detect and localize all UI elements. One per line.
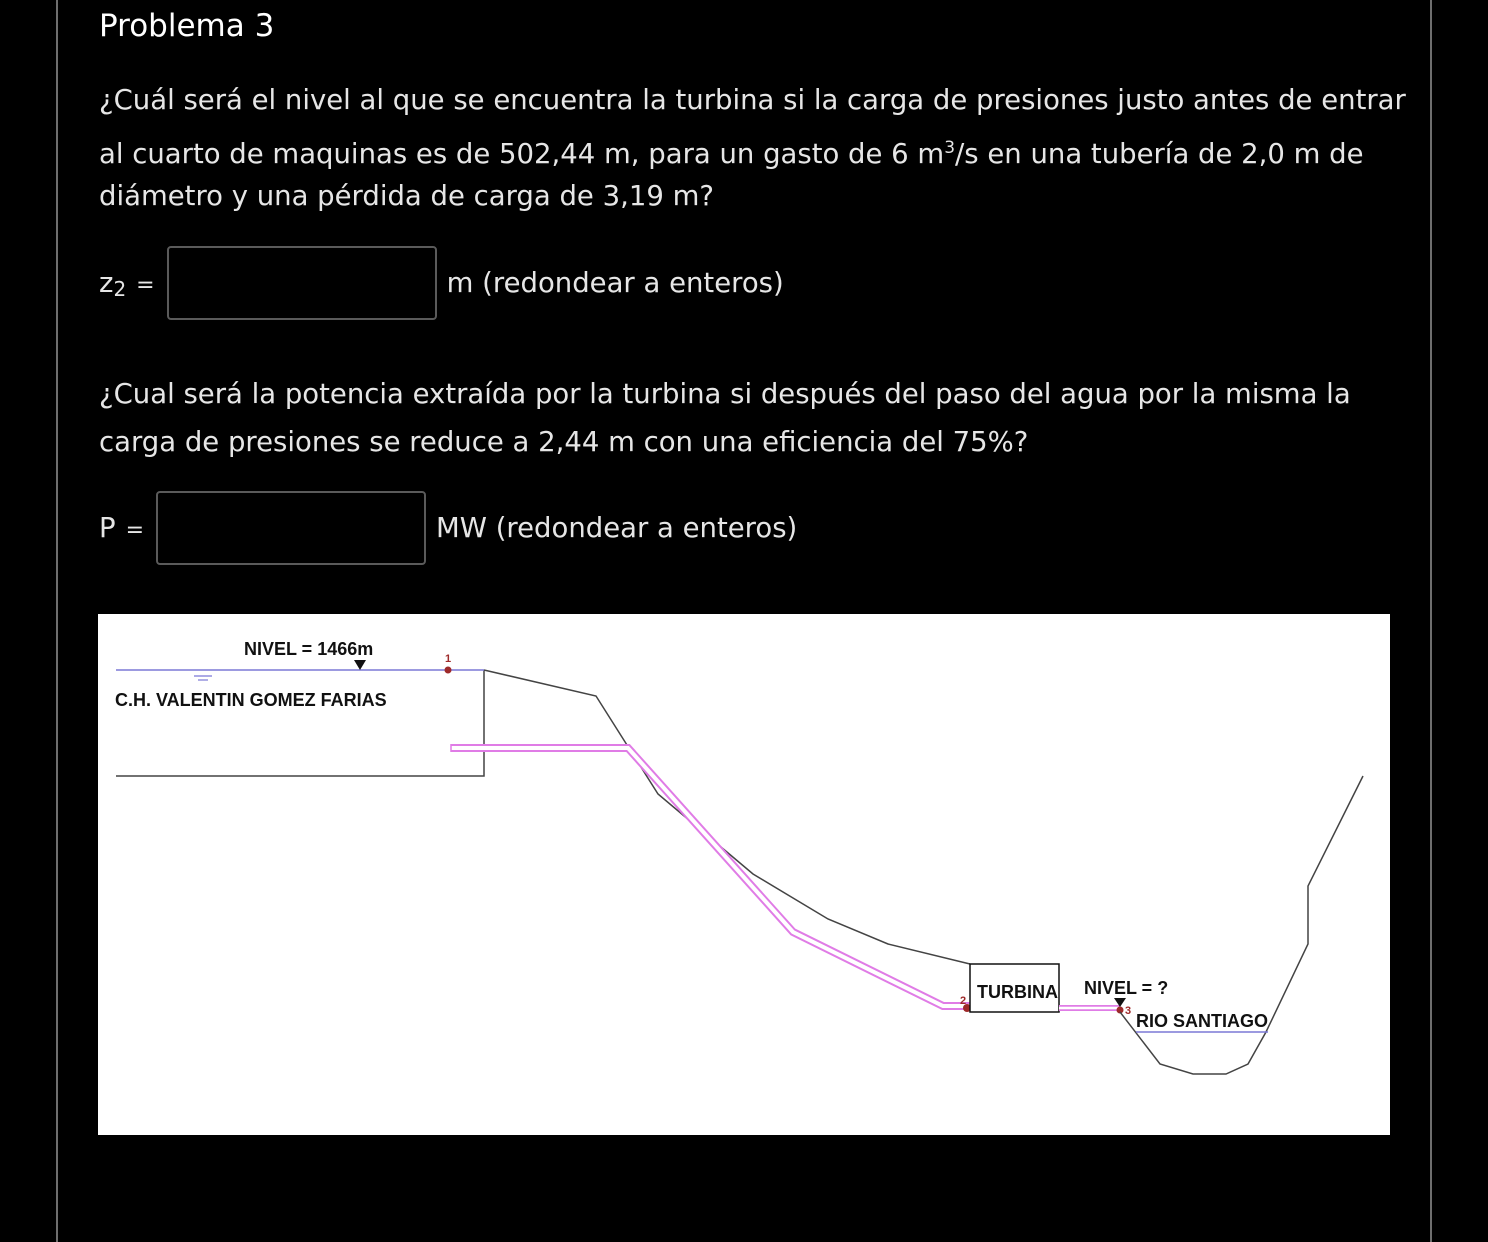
left-frame-border xyxy=(56,0,58,1242)
variable-z2-symbol: z xyxy=(99,267,114,299)
point-2-label: 2 xyxy=(960,995,967,1007)
question-1-line-1: ¿Cuál será el nivel al que se encuentra la turbina si la carga de presiones justo antes de entrar xyxy=(99,84,1406,116)
outlet-level-label: NIVEL = ? xyxy=(1084,978,1169,998)
reservoir-level-marker xyxy=(354,660,366,670)
power-unit-label: MW (redondear a enteros) xyxy=(436,512,798,544)
equals-sign: = xyxy=(125,518,145,543)
penstock-outer xyxy=(451,748,970,1006)
diagram-svg xyxy=(98,614,1390,1135)
point-1-label: 1 xyxy=(445,653,452,665)
problem-title: Problema 3 xyxy=(99,8,275,44)
question-1-line-2-end: /s en una tubería de 2,0 m de xyxy=(955,138,1364,171)
penstock-inner xyxy=(451,748,970,1006)
dam-wall xyxy=(116,670,484,776)
hydro-plant-diagram xyxy=(98,614,1390,1135)
question-2-line-2: carga de presiones se reduce a 2,44 m con una eficiencia del 75%? xyxy=(99,426,1029,458)
turbine-label: TURBINA xyxy=(977,982,1058,1002)
point-1-marker xyxy=(445,667,452,674)
variable-p-symbol: P xyxy=(99,512,116,544)
question-1-line-2-start: al cuarto de maquinas es de 502,44 m, para un gasto de 6 m xyxy=(99,138,945,171)
reservoir-name-label: C.H. VALENTIN GOMEZ FARIAS xyxy=(115,690,387,710)
answer-row-power xyxy=(99,488,797,568)
question-2-line-1: ¿Cual será la potencia extraída por la turbina si después del paso del agua por la misma la xyxy=(99,378,1351,410)
point-3-label: 3 xyxy=(1125,1005,1132,1017)
variable-p xyxy=(99,512,144,544)
power-answer-input[interactable] xyxy=(156,491,426,565)
question-1-line-2 xyxy=(99,124,1364,178)
question-1-line-3: diámetro y una pérdida de carga de 3,19 m? xyxy=(99,180,714,212)
reservoir-level-label: NIVEL = 1466m xyxy=(244,639,374,659)
cubic-exponent: 3 xyxy=(944,138,956,158)
river-label: RIO SANTIAGO xyxy=(1136,1011,1269,1031)
variable-z2 xyxy=(99,267,155,299)
answer-row-z2 xyxy=(99,243,784,323)
z2-answer-input[interactable] xyxy=(167,246,437,320)
equals-sign: = xyxy=(136,273,155,298)
variable-z2-subscript: 2 xyxy=(113,277,127,301)
right-frame-border xyxy=(1430,0,1432,1242)
z2-unit-label: m (redondear a enteros) xyxy=(446,267,784,299)
terrain-profile xyxy=(484,670,970,964)
